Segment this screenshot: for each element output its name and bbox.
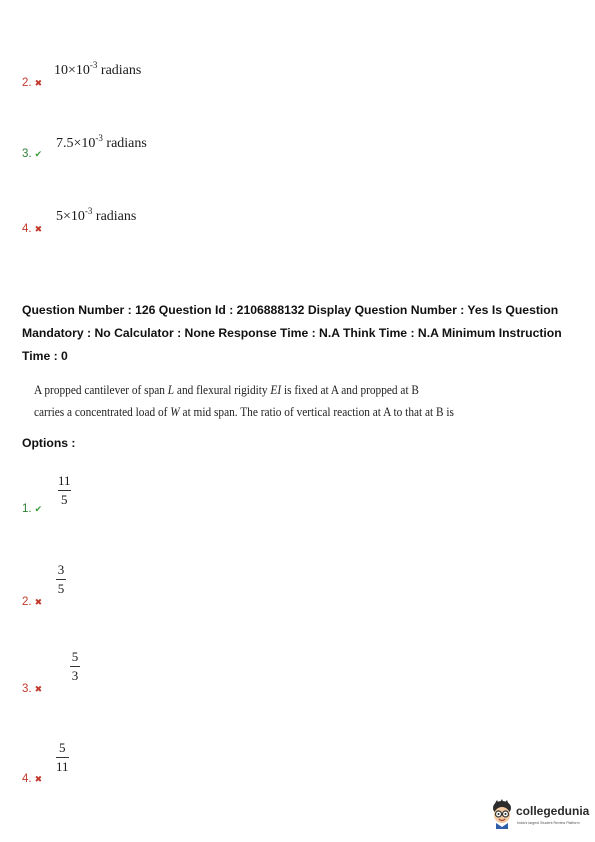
option-3-number: 3. ✖ xyxy=(22,683,43,695)
question-meta-line-1: Question Number : 126 Question Id : 2106888132 Display Question Number : Yes Is Question xyxy=(22,303,559,317)
question-meta xyxy=(22,299,582,368)
collegedunia-logo xyxy=(490,799,590,833)
option-4-fraction xyxy=(56,741,69,774)
question-meta-line-2: Mandatory : No Calculator : None Response Time : N.A Think Time : N.A Minimum Instruction xyxy=(22,326,562,340)
cross-icon: ✖ xyxy=(34,224,43,234)
fraction-bar xyxy=(56,579,66,580)
option-2-number: 2. ✖ xyxy=(22,596,43,608)
option-1-number: 1. ✔ xyxy=(22,503,43,515)
fraction-numerator: 11 xyxy=(58,473,71,488)
question-text-line-1: A propped cantilever of span L and flexural rigidity EI is fixed at A and propped at B xyxy=(34,383,420,397)
prev-option-3-content: $7.5\times 10^{-3}$ radians xyxy=(56,133,147,151)
prev-option-4-content: $5\times 10^{-3}$ radians xyxy=(56,206,137,224)
cross-icon: ✖ xyxy=(34,78,43,88)
prev-option-4-number: 4. ✖ xyxy=(22,223,43,235)
prev-option-2-content: $10\times 10^{-3}$ radians xyxy=(54,60,142,78)
option-3-fraction xyxy=(70,650,80,683)
fraction-denominator: 5 xyxy=(61,492,68,507)
fraction-denominator: 3 xyxy=(71,668,79,683)
question-text-line-2: carries a concentrated load of W at mid span. The ratio of vertical reaction at A to that at B is xyxy=(34,405,454,419)
fraction-bar xyxy=(70,666,80,667)
check-icon: ✔ xyxy=(34,504,43,514)
options-label: Options : xyxy=(22,436,76,450)
cross-icon: ✖ xyxy=(34,597,43,607)
logo-tagline: India's largest Student Review Platform xyxy=(517,821,580,825)
cross-icon: ✖ xyxy=(34,684,43,694)
question-text xyxy=(34,379,454,423)
prev-option-2-number: 2. ✖ xyxy=(22,77,43,89)
logo-name: collegedunia xyxy=(516,804,590,818)
option-4-number: 4. ✖ xyxy=(22,773,43,785)
cross-icon: ✖ xyxy=(34,774,43,784)
check-icon: ✔ xyxy=(34,149,43,159)
fraction-bar xyxy=(58,490,71,491)
fraction-numerator: 3 xyxy=(57,562,65,577)
prev-option-3-number: 3. ✔ xyxy=(22,148,43,160)
fraction-numerator: 5 xyxy=(71,649,79,664)
option-2-fraction xyxy=(56,563,66,596)
fraction-denominator: 11 xyxy=(56,759,69,774)
fraction-bar xyxy=(56,757,69,758)
option-1-fraction xyxy=(58,474,71,507)
mascot-icon xyxy=(490,799,514,829)
fraction-numerator: 5 xyxy=(59,740,66,755)
fraction-denominator: 5 xyxy=(57,581,65,596)
question-meta-line-3: Time : 0 xyxy=(22,349,68,363)
